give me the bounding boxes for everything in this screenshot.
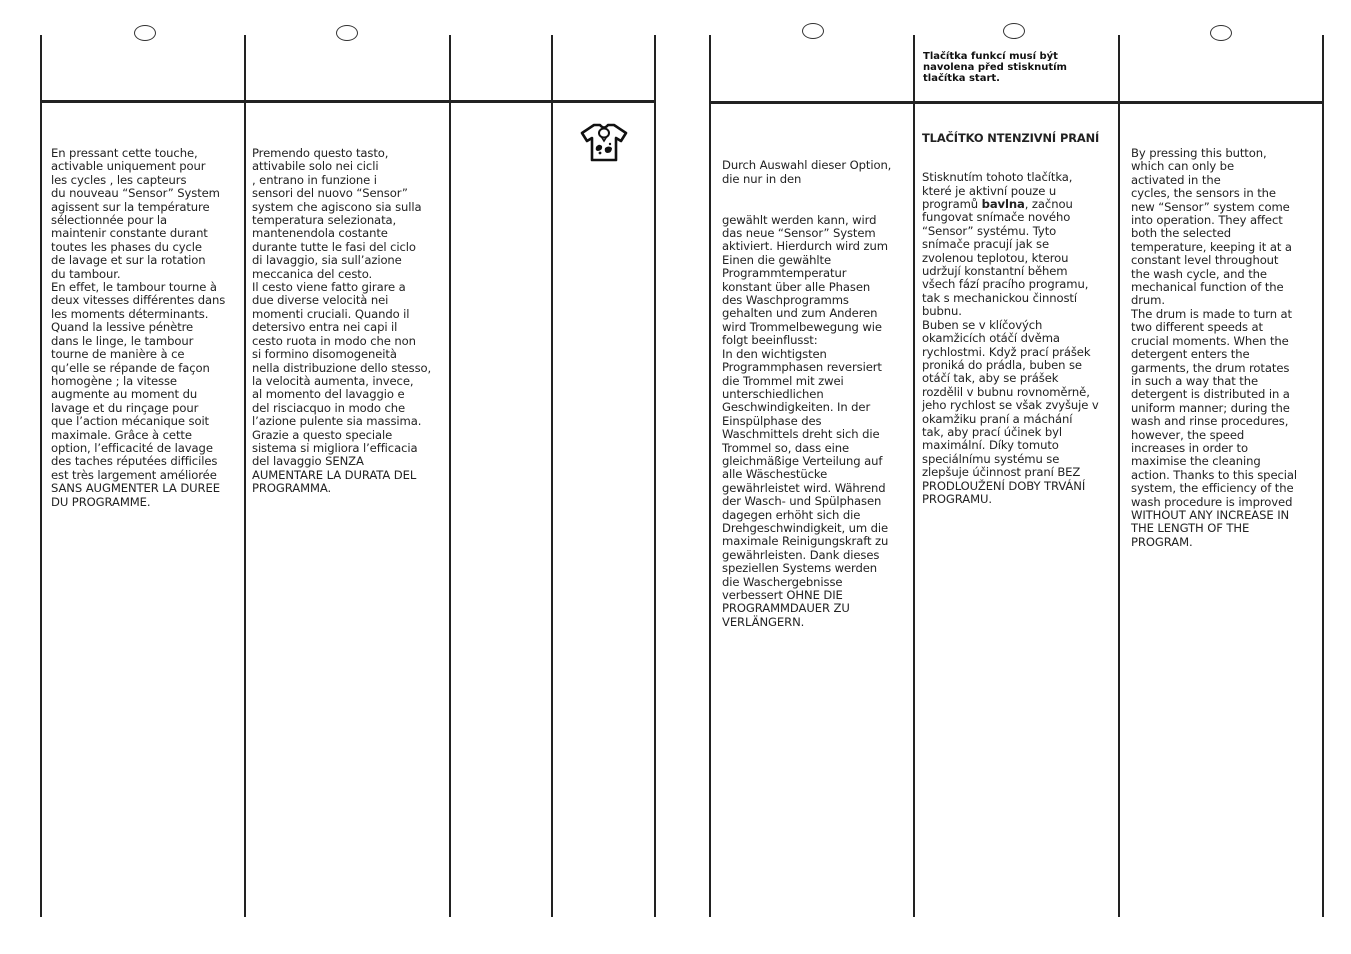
language-marker-it (336, 25, 358, 41)
sensor-shirt-icon (580, 122, 628, 162)
column-divider (654, 35, 656, 917)
language-marker-en (1210, 25, 1232, 41)
left-page-border (40, 35, 42, 917)
cz-header-note: Tlačítka funkcí musí být navolena před stisknutím tlačítka start. (923, 51, 1067, 84)
cz-text-body: , začnou fungovat snímače nového “Sensor” systému. Tyto snímače pracují jak se zvolenou teplotou, kterou udržují konstantní během všech fází pracího programu, tak s mechanickou činností bubnu. Buben se v klíčových okamžicích otáčí dvěma rychlostmi. Když prací prášek proniká do prádla, buben se otáčí tak, aby se prášek rozdělil v bubnu rovnoměrně, jeho rychlost se však zvyšuje v okamžiku praní a máchání tak, aby prací účinek byl maximální. Díky tomuto speciálnímu systému se zlepšuje účinnost praní BEZ PRODLOUŽENÍ DOBY TRVÁNÍ PROGRAMU. (922, 197, 1099, 506)
column-divider (1118, 35, 1120, 917)
column-divider (449, 35, 451, 917)
column-divider (913, 35, 915, 917)
spacer (722, 186, 910, 200)
language-marker-cz (1003, 23, 1025, 39)
de-text-intro: Durch Auswahl dieser Option, die nur in den (722, 158, 892, 186)
cz-text-intro: Stisknutím tohoto tlačítka, které je aktivní pouze u programů (922, 170, 1073, 212)
de-text-column (722, 146, 910, 629)
cz-text-column (922, 119, 1115, 506)
fr-text-column: En pressant cette touche, activable uniquement pour les cycles , les capteurs du nouveau “Sensor” System agissent sur la température sélectionnée pour la maintenir constante durant toutes les phases du cycle de lavage et sur la rotation du tambour. En effet, le tambour tourne à deux vitesses différentes dans les moments déterminants. Quand la lessive pénètre dans le linge, le tambour tourne de manière à ce qu’elle se répande de façon homogène ; la vitesse augmente au moment du lavage et du rinçage pour que l’action mécanique soit maximale. Grâce à cette option, l’efficacité de lavage des taches réputées difficiles est très largement améliorée SANS AUGMENTER LA DUREE DU PROGRAMME. (51, 146, 226, 509)
de-text-body: gewählt werden kann, wird das neue “Sensor” System aktiviert. Hierdurch wird zum Einen die gewählte Programmtemperatur konstant über alle Phasen des Waschprogramms gehalten und zum Anderen wird Trommelbewegung wie folgt beeinflusst: In den wichtigsten Programmphasen reversiert die Trommel mit zwei unterschiedlichen Geschwindigkeiten. In der Einspülphase des Waschmittels dreht sich die Trommel so, dass eine gleichmäßige Verteilung auf alle Wäschestücke gewährleistet wird. Während der Wasch- und Spülphasen dagegen erhöht sich die Drehgeschwindigkeit, um die maximale Reinigungskraft zu gewährleisten. Dank dieses speziellen Systems werden die Waschergebnisse verbessert OHNE DIE PROGRAMMDAUER ZU VERLÄNGERN. (722, 212, 889, 629)
column-divider (709, 35, 711, 917)
header-rule-right (709, 101, 1324, 104)
en-text-column: By pressing this button, which can only be activated in the cycles, the sensors in the new “Sensor” system come into operation. They affect both the selected temperature, keeping it at a constant level throughout the wash cycle, and the mechanical function of the drum. The drum is made to turn at two different speeds at crucial moments. When the detergent enters the garments, the drum rotates in such a way that the detergent is distributed in a uniform manner; during the wash and rinse procedures, however, the speed increases in order to maximise the cleaning action. Thanks to this special system, the efficiency of the wash procedure is improved WITHOUT ANY INCREASE IN THE LENGTH OF THE PROGRAM. (1131, 146, 1297, 549)
column-divider (551, 35, 553, 917)
it-text-column: Premendo questo tasto, attivabile solo nei cicli , entrano in funzione i sensori del nuovo “Sensor” system che agiscono sia sulla temperatura selezionata, mantenendola costante durante tutte le fasi del ciclo di lavaggio, sia sull’azione meccanica del cesto. Il cesto viene fatto girare a due diverse velocità nei momenti cruciali. Quando il detersivo entra nei capi il cesto ruota in modo che non si formino disomogeneità nella distribuzione dello stesso, la velocità aumenta, invece, al momento del lavaggio e del risciacquo in modo che l’azione pulente sia massima. Grazie a questo speciale sistema si migliora l’efficacia del lavaggio SENZA AUMENTARE LA DURATA DEL PROGRAMMA. (252, 146, 432, 496)
cz-section-title: TLAČÍTKO NTENZIVNÍ PRANÍ (922, 131, 1100, 146)
language-marker-de (802, 23, 824, 39)
column-divider (244, 35, 246, 917)
right-page-border (1322, 35, 1324, 917)
header-rule-left (40, 100, 655, 103)
language-marker-fr (134, 25, 156, 41)
cz-program-name: bavlna (981, 197, 1025, 212)
